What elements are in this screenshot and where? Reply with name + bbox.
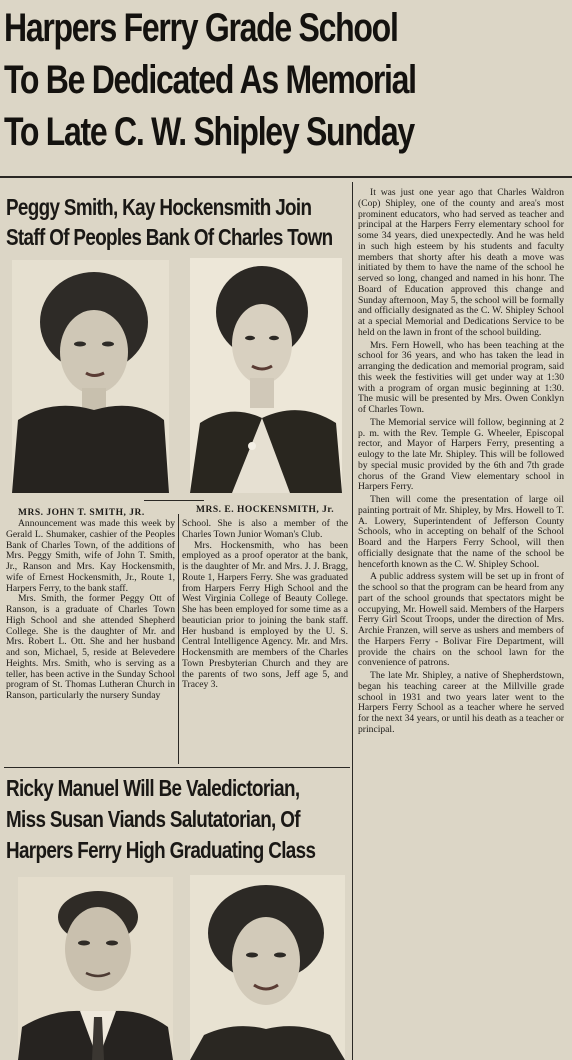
memorial-paragraph: The late Mr. Shipley, a native of Shepherdstown, began his teaching career at the Millville grade school in 1931 and two years later went to the Harpers Ferry School as a teacher where he served for the next 34 years, or until his death as a teacher or principal.: [358, 670, 564, 735]
portrait-man-icon: [18, 877, 173, 1060]
bank-story-headline-line-1: Peggy Smith, Kay Hockensmith Join: [6, 194, 312, 220]
caption-peggy-smith: MRS. JOHN T. SMITH, JR.: [18, 508, 145, 518]
column-divider: [178, 514, 179, 764]
bank-story-column-1: [6, 519, 175, 702]
section-divider: [4, 767, 350, 768]
caption-kay-hockensmith: MRS. E. HOCKENSMITH, Jr.: [196, 505, 335, 515]
memorial-story-column: [358, 188, 564, 736]
grad-story-headline-line-1: Ricky Manuel Will Be Valedictorian,: [6, 775, 300, 801]
bank-story-headline-line-2: Staff Of Peoples Bank Of Charles Town: [6, 224, 333, 250]
portrait-woman-icon: [190, 875, 345, 1060]
memorial-paragraph: Mrs. Fern Howell, who has been teaching at the school for 36 years, and who has taken the lead in arranging the dedication and memorial program, said this week the festivities will get under way at 1:30 with a program of organ music beginning at 1:30. The music will be presented by Mrs. Owen Conklyn of Charles Town.: [358, 339, 564, 415]
memorial-paragraph: The Memorial service will follow, beginning at 2 p. m. with the Rev. Temple G. Wheeler, Episcopal rector, and Mayor of Harpers Ferry, presenting a eulogy to the late Mr. Shipley. This will be followed by special music provided by the 6th and 7th grade chorus of the Grand View elementary school in Harpers Ferry.: [358, 416, 564, 493]
memorial-paragraph: It was just one year ago that Charles Waldron (Cop) Shipley, one of the county and area's most prominent educators, who had served as teacher and principal at the Harpers Ferry elementary school for some 34 years, died unexpectedly. And he was held in such high esteem by his students and faculty members that shorty after his death a move was initiated by them to have the name of the school he served so long, changed and named in his honr. The Board of Education approved this change and Sunday afternoon, May 5, the school will be formally and officially designated as the C. W. Shipley School at a special Memorial and Dedications Service to be held on the lawn in front of the school building.: [358, 187, 564, 338]
photo-susan-viands: [190, 875, 345, 1060]
caption-divider: [144, 500, 204, 501]
photo-ricky-manuel: [18, 877, 173, 1060]
main-headline-line-3: To Late C. W. Shipley Sunday: [4, 110, 414, 154]
bank-story-column-2: [182, 519, 348, 691]
portrait-woman-icon: [190, 258, 342, 493]
portrait-woman-icon: [12, 260, 169, 493]
headline-rule: [0, 176, 572, 178]
bank-story-paragraph: School. She is also a member of the Charles Town Junior Woman's Club.: [182, 518, 348, 540]
bank-story-paragraph: Mrs. Hockensmith, who has been employed as a proof operator at the bank, is the daughter of Mr. and Mrs. J. J. Bragg, Route 1, Harpers Ferry. She was graduated from Harpers Ferry High School and the West Virginia College of Beauty College. She has been employed for some time as a beautician prior to joining the bank staff. Her husband is employed by the U. S. Central Intelligence Agency. Mr. and Mrs. Hockensmith are members of the Charles Town Presbyterian Church and they are the parents of two sons, Jeff age 5, and Tracey 3.: [182, 539, 348, 691]
bank-story-paragraph: Announcement was made this week by Gerald L. Shumaker, cashier of the Peoples Bank of Charles Town, of the additions of Mrs. Peggy Smith, wife of John T. Smith, Jr., Ranson and Mrs. Kay Hockensmith, wife of Ernest Hockensmith, Jr., Route 1, Harpers Ferry, to the bank staff.: [6, 518, 175, 594]
memorial-paragraph: A public address system will be set up in front of the school so that the program can be heard from any part of the school grounds that spectators might be occupying, Mr. Howell said. Members of the Harpers Ferry Girl Scout Troops, under the direction of Mrs. Archie Franzen, will serve as ushers and members of the Harpers Ferry - Bolivar Fire Department, will provide the chairs on the school lawn for the convenience of patrons.: [358, 571, 564, 669]
main-headline-line-2: To Be Dedicated As Memorial: [4, 58, 416, 102]
bank-story-paragraph: Mrs. Smith, the former Peggy Ott of Ranson, is a graduate of Charles Town High School and she attended Shepherd College. She is the daughter of Mr. and Mrs. Robert L. Ott. She and her husband and son, Michael, 5, reside at Belevedere Heights. Mrs. Smith, who is serving as a teller, has been active in the Sunday School program of St. Thomas Lutheran Church in Ranson, particularly the nursery Sunday: [6, 593, 175, 701]
memorial-paragraph: Then will come the presentation of large oil painting portrait of Mr. Shipley, by Mrs. Howell to T. A. Lowery, Superintendent of Jefferson County Schools, who in accepting on behalf of the School Board and the Harpers Ferry School, will then officially designate that the name of the school be henceforth known as the C. W. Shipley School.: [358, 494, 564, 570]
grad-story-headline-line-3: Harpers Ferry High Graduating Class: [6, 837, 316, 863]
main-headline-line-1: Harpers Ferry Grade School: [4, 6, 398, 50]
photo-peggy-smith: [12, 260, 169, 493]
photo-kay-hockensmith: [190, 258, 342, 493]
column-divider: [352, 182, 353, 1060]
grad-story-headline-line-2: Miss Susan Viands Salutatorian, Of: [6, 806, 300, 832]
